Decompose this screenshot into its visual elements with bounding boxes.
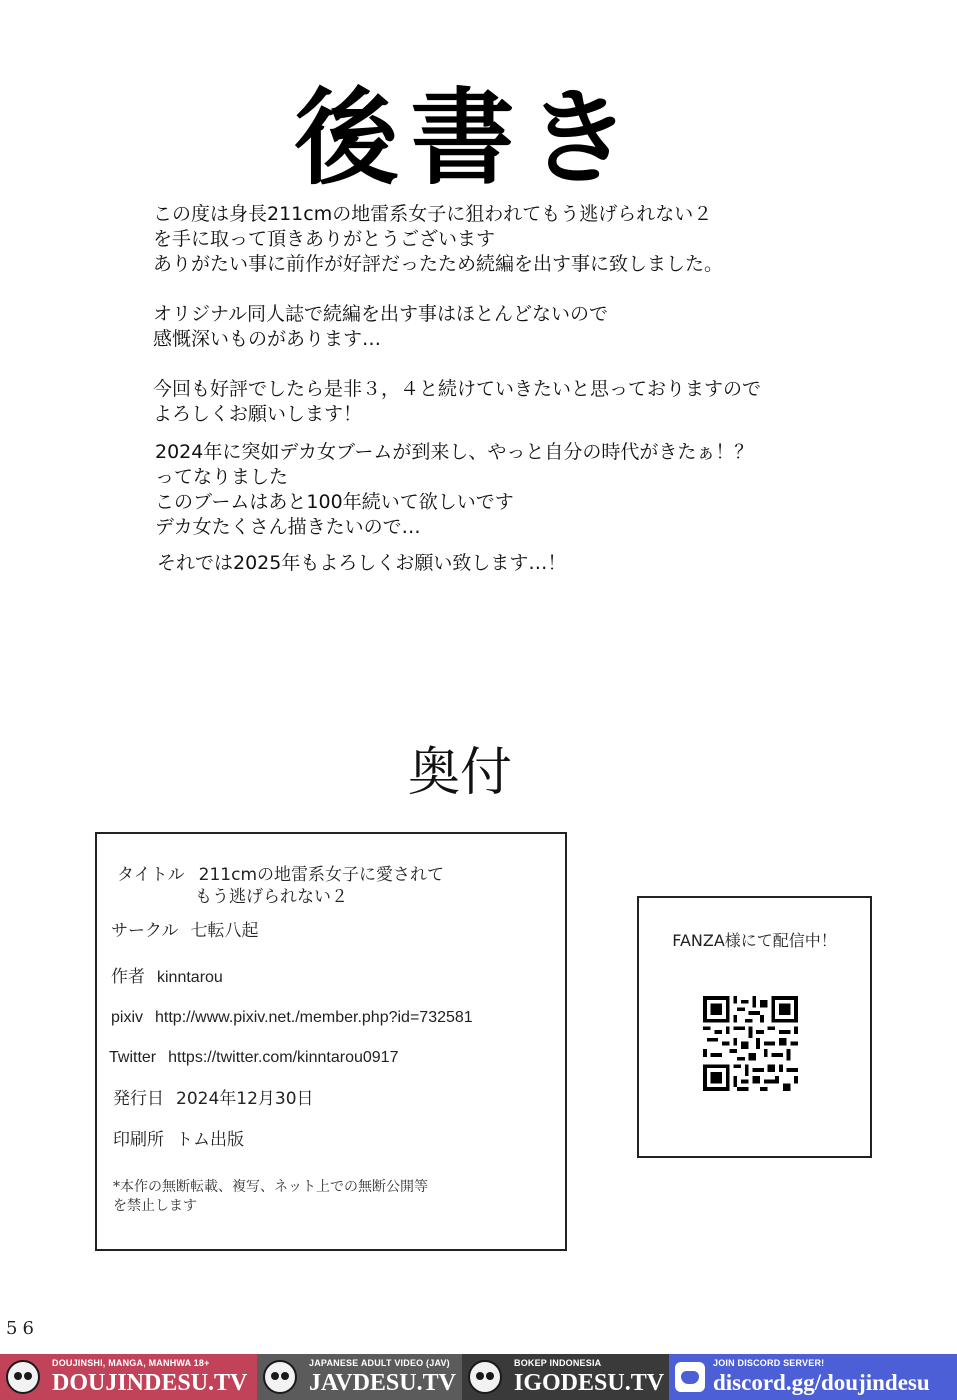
text-line: ってなりました [155,466,289,488]
date-label: 発行日 [113,1089,164,1109]
text-line: よろしくお願いします！ [153,403,363,425]
pixiv-row [111,1006,473,1029]
banner-site-name: discord.gg/doujindesu [713,1370,930,1395]
afterword-paragraph-1 [153,202,723,277]
text-line: 2024年に突如デカ女ブームが到来し、やっと自分の時代がきたぁ！？ [155,441,754,463]
twitter-label: Twitter [109,1049,157,1066]
text-line: このブームはあと100年続いて欲しいです [155,491,514,513]
author-row [111,966,223,989]
text-line: 今回も好評でしたら是非３，４と続けていきたいと思っておりますので [153,378,762,400]
title-value-line1: 211cmの地雷系女子に愛されて [198,865,445,885]
panda-mascot-icon [263,1360,297,1394]
page-number: 56 [6,1318,39,1339]
pixiv-label: pixiv [111,1009,144,1026]
afterword-paragraph-3 [153,377,761,427]
printer-label: 印刷所 [113,1130,164,1150]
text-line: この度は身長211cmの地雷系女子に狙われてもう逃げられない２ [153,203,713,225]
banner-site-name: JAVDESU.TV [309,1370,456,1396]
text-line: オリジナル同人誌で続編を出す事はほとんどないので [153,303,609,325]
banner-site-name: IGODESU.TV [514,1370,665,1396]
afterword-title: 後書き [294,76,643,199]
author-value: kinntarou [157,969,223,986]
circle-row [111,920,259,942]
notice-line: を禁止します [113,1198,197,1214]
colophon-box [95,832,567,1251]
footer-banner [0,1354,957,1400]
circle-label: サークル [111,921,179,941]
title-label: タイトル [117,865,185,885]
fanza-box [637,896,872,1158]
text-line: 感慨深いものがあります… [153,328,382,350]
title-row [117,864,444,886]
colophon-title: 奥付 [407,743,512,803]
circle-value: 七転八起 [190,921,259,941]
notice-line: *本作の無断転載、複写、ネット上での無断公開等 [113,1179,428,1195]
fanza-text: FANZA様にて配信中！ [672,931,837,950]
qr-code-icon[interactable] [703,996,798,1091]
text-line: ありがたい事に前作が好評だったため続編を出す事に致しました。 [153,253,724,275]
twitter-url: https://twitter.com/kinntarou0917 [168,1049,399,1066]
date-row [113,1088,314,1110]
panda-mascot-icon [468,1360,502,1394]
afterword-paragraph-5 [157,551,566,576]
panda-mascot-icon [6,1360,40,1394]
banner-tagline: JOIN DISCORD SERVER! [713,1358,825,1368]
text-line: それでは2025年もよろしくお願い致します…！ [157,552,567,574]
banner-tagline: JAPANESE ADULT VIDEO (JAV) [309,1358,450,1368]
date-value: 2024年12月30日 [176,1089,314,1109]
printer-row [113,1129,244,1151]
banner-link-javdesu[interactable] [257,1354,462,1400]
banner-site-name: DOUJINDESU.TV [52,1370,248,1396]
text-line: を手に取って頂きありがとうございます [153,228,496,250]
text-line: デカ女たくさん描きたいので… [155,516,421,538]
copyright-notice [113,1178,428,1216]
banner-link-discord[interactable] [669,1354,957,1400]
banner-tagline: BOKEP INDONESIA [514,1358,602,1368]
afterword-paragraph-2 [153,302,608,352]
banner-tagline: DOUJINSHI, MANGA, MANHWA 18+ [52,1358,210,1368]
twitter-row [109,1046,398,1069]
discord-icon [675,1362,705,1392]
banner-link-igodesu[interactable] [462,1354,669,1400]
printer-value: トム出版 [176,1130,244,1150]
afterword-paragraph-4 [155,440,753,540]
pixiv-url: http://www.pixiv.net./member.php?id=732581 [155,1009,473,1026]
title-row-2 [195,886,348,908]
banner-link-doujindesu[interactable] [0,1354,257,1400]
author-label: 作者 [111,967,145,987]
title-value-line2: もう逃げられない２ [195,887,348,907]
